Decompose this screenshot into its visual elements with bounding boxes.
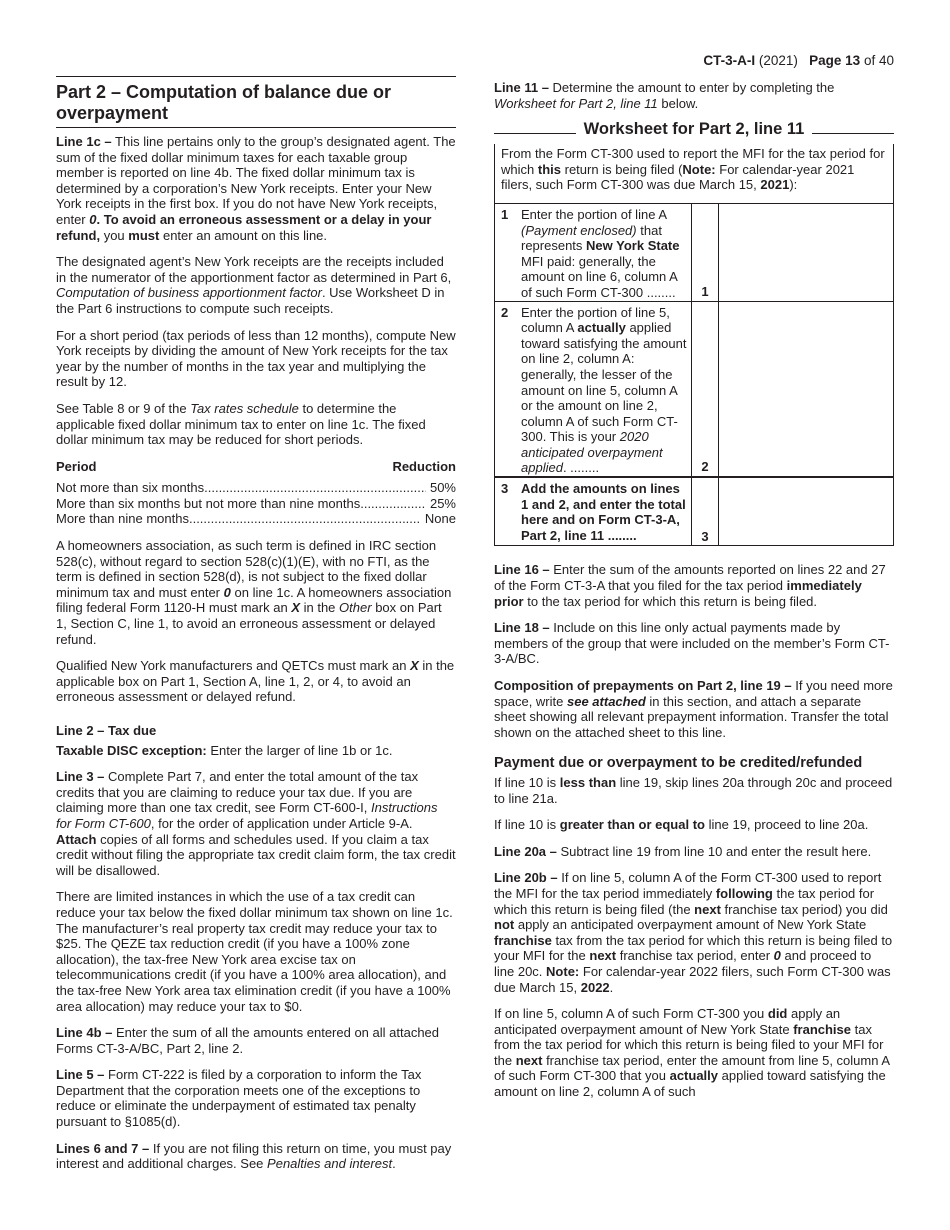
page-header	[703, 53, 894, 69]
bold-text: next	[515, 1052, 543, 1068]
text: return is being filed (	[564, 161, 683, 177]
italic-ref: Penalties and interest	[267, 1156, 393, 1172]
line-20b-label: Line 20b –	[494, 870, 558, 886]
bold-year: 2021	[760, 177, 790, 193]
text: applied toward satisfying the amount on line 2, column A: generally, the lesser of the amount on line 5, column A or the amount on line 2, column A of such Form CT-300. This is your	[521, 320, 687, 445]
text: box on Part 1, Section C, line 1, to avoid an erroneous assessment or delayed refund.	[56, 600, 442, 647]
italic-ref: Other	[339, 600, 372, 616]
text: line 19, skip lines 20a through 20c and proceed to line 21a.	[494, 774, 893, 806]
receipts-paragraph	[56, 254, 456, 316]
text: Subtract line 19 from line 10 and enter the result here.	[560, 843, 872, 859]
text: copies of all forms and schedules used. If you claim a tax credit without filing the appropriate tax credit claim form, the tax credit will be disallowed.	[56, 831, 456, 878]
text: A homeowners association, as such term is defined in IRC section 528(c), without regard to section 528(c)(1)(E), with no FTI, as the term is defined in section 528(d), is not subject to the fixed dollar minimum tax and must enter	[56, 538, 437, 600]
bold-attach: Attach	[56, 831, 97, 847]
table-ref-paragraph	[56, 401, 456, 448]
line-2-title: Line 2 – Tax due	[56, 723, 157, 738]
text: The designated agent’s New York receipts are the receipts included in the numerator of the apportionment factor as determined in Part 6,	[56, 254, 452, 285]
bold-text: next	[589, 948, 617, 964]
text: See Table 8 or 9 of the	[56, 400, 187, 416]
line-number-box: 3	[691, 478, 719, 545]
x-mark: X	[291, 600, 300, 616]
form-year: (2021)	[758, 53, 798, 68]
bold-text: actually	[577, 320, 626, 336]
row-description	[521, 204, 691, 301]
text: Enter the sum of all the amounts entered on all attached Forms CT-3-A/BC, Part 2, line 2.	[56, 1025, 440, 1056]
line-11-label: Line 11 –	[494, 80, 549, 95]
line-20a-label: Line 20a –	[494, 843, 557, 859]
left-column	[56, 76, 456, 1183]
italic-ref: Worksheet for Part 2, line 11	[494, 95, 658, 111]
line-number-box: 2	[691, 302, 719, 477]
homeowners-paragraph	[56, 538, 456, 647]
bold-text: did	[767, 1006, 788, 1022]
text: in the	[303, 600, 336, 616]
text: apply an anticipated overpayment amount of New York State	[517, 917, 867, 933]
text: For calendar-year 2021 filers, such Form CT-300 was due March 15,	[501, 161, 855, 193]
text: . .....	[563, 460, 599, 475]
period-cell: More than six months but not more than nine months	[56, 495, 361, 511]
text: If line 10 is	[494, 774, 557, 790]
text: .	[609, 979, 614, 995]
bold-text: this	[537, 161, 561, 177]
text: ):	[789, 177, 798, 193]
text: . Use Worksheet D in the Part 6 instructions to compute such receipts.	[56, 285, 445, 316]
row-number: 1	[501, 206, 509, 222]
text: tax from the tax period for which this return is being filed to your MFI for the	[494, 932, 893, 964]
text: to the tax period for which this return is being filed.	[527, 593, 818, 609]
amount-field-1[interactable]	[719, 204, 893, 301]
line-18-label: Line 18 –	[494, 620, 550, 636]
row-number: 2	[501, 304, 509, 320]
text: If you need more space, write	[494, 678, 893, 709]
bold-text: following	[715, 885, 773, 901]
line-5-paragraph	[56, 1067, 456, 1129]
text: line 19, proceed to line 20a.	[708, 817, 869, 833]
reduction-cell: 50%	[429, 480, 456, 496]
anticipated-overpayment-paragraph	[494, 1006, 894, 1100]
line-number-box: 1	[691, 204, 719, 301]
text: Enter the sum of the amounts reported on lines 22 and 27 of the Form CT-3-A that you filed for the tax period	[494, 562, 886, 594]
line-4b-paragraph	[56, 1025, 456, 1056]
text: Form CT-222 is filed by a corporation to inform the Tax Department that the corporation meets one of the exceptions to reduce or eliminate the underpayment of estimated tax penalty pursuant to §1085(d).	[56, 1067, 422, 1130]
line-20a-paragraph	[494, 844, 894, 860]
zero-mark: 0	[223, 584, 231, 600]
period-cell: More than nine months	[56, 511, 189, 527]
text: on line 1c. A homeowners association filing federal Form 1120-H must mark an	[56, 584, 452, 616]
bold-year: 2022	[580, 979, 610, 995]
right-column	[494, 80, 894, 1111]
reduction-cell: 25%	[429, 495, 456, 511]
worksheet-row-2	[495, 301, 893, 477]
bold-text: New York State	[586, 238, 680, 254]
bold-text: franchise	[793, 1021, 852, 1037]
text: Qualified New York manufacturers and QETCs must mark an	[56, 658, 407, 674]
line-16-paragraph	[494, 562, 894, 609]
text: Enter the portion of line 5, column A	[521, 304, 670, 336]
text: Enter the larger of line 1b or 1c.	[210, 742, 393, 758]
lines-6-7-paragraph	[56, 1141, 456, 1172]
reduction-table-header	[56, 459, 456, 475]
text: in the applicable box on Part 1, Section A, line 1, 2, or 4, to avoid an erroneous assessment or delayed refund.	[56, 658, 455, 705]
line-20b-paragraph	[494, 870, 894, 995]
line-11-paragraph	[494, 80, 894, 111]
part-title: Part 2 – Computation of balance due or overpayment	[56, 77, 456, 128]
text: , for the order of application under Article 9-A.	[150, 815, 413, 831]
text: franchise tax period) you did	[724, 901, 888, 917]
table-row	[56, 480, 456, 496]
bold-text: less than	[559, 774, 617, 790]
worksheet-title-text: Worksheet for Part 2, line 11	[576, 120, 813, 138]
page-total: of 40	[863, 53, 894, 68]
text: tax from the tax period for which this return is being filed to your MFI for the	[494, 1021, 884, 1068]
payment-greater-paragraph	[494, 817, 894, 833]
italic-ref: Instructions for Form CT-600	[56, 800, 438, 831]
text: If on line 5, column A of such Form CT-300 you	[494, 1006, 765, 1022]
lines-6-7-label: Lines 6 and 7 –	[56, 1140, 150, 1156]
text: If you are not filing this return on time, you must pay interest and additional charges. See	[56, 1140, 452, 1172]
text: in this section, and attach a separate sheet showing all relevant prepayment information. Transfer the total shown on the attached sheet to this line.	[494, 693, 889, 740]
payment-section-title: Payment due or overpayment to be credited/refunded	[494, 755, 863, 772]
bold-note: Note:	[682, 161, 716, 177]
worksheet-box	[494, 144, 894, 546]
text: enter an amount on this line.	[162, 227, 328, 243]
text: Enter the portion of line A	[521, 206, 667, 222]
text: you	[103, 227, 125, 243]
text: Determine the amount to enter by completing the	[552, 80, 835, 95]
italic-ref: Computation of business apportionment factor	[56, 285, 322, 301]
text: Complete Part 7, and enter the total amount of the tax credits that you are claiming to reduce your tax due. If you are claiming more than one tax credit, see Form CT-600-I,	[56, 769, 419, 816]
credit-limit-paragraph: There are limited instances in which the use of a tax credit can reduce your tax below the fixed dollar minimum tax shown on line 1c. The manufacturer’s real property tax credit may reduce your tax to $25. The QEZE tax reduction credit (if you have a 100% zone allocation), the tax-free New York area excise tax on telecommunications credit (if you have a 100% area allocation), and the tax-free New York area tax elimination credit (if you have a 100% area allocation) may reduce your tax to $0.	[56, 889, 453, 1014]
text: For calendar-year 2022 filers, such Form CT-300 was due March 15,	[494, 963, 891, 995]
table-row	[56, 511, 456, 527]
amount-field-3[interactable]	[719, 478, 893, 545]
reduction-table	[56, 480, 456, 527]
line-5-label: Line 5 –	[56, 1067, 105, 1083]
text: This line pertains only to the group’s designated agent. The sum of the fixed dollar minimum taxes for each taxable group member is reported on line 4b. The fixed dollar minimum tax is determined by a corporation’s New York receipts. Enter your New York receipts in the first box. If you do not have New York receipts, enter	[56, 134, 456, 227]
italic-ref: Tax rates schedule	[190, 400, 299, 416]
worksheet-title	[494, 122, 894, 144]
text: below.	[661, 95, 699, 111]
prepayments-label: Composition of prepayments on Part 2, line 19 –	[494, 678, 792, 693]
row-description	[521, 478, 691, 545]
col-period: Period	[56, 458, 97, 474]
italic-ref: (Payment enclosed)	[521, 222, 637, 238]
bold-text: Add the amounts on lines 1 and 2, and enter the total here and on Form CT-3-A, Part 2, line 11 .....	[521, 481, 686, 543]
disc-paragraph	[56, 743, 456, 759]
line-3-paragraph	[56, 769, 456, 878]
text: the tax period for which this return is being filed (the	[494, 885, 875, 917]
amount-field-2[interactable]	[719, 302, 893, 477]
text: MFI paid: generally, the amount on line 6, column A of such Form CT-300 .....	[521, 254, 677, 300]
table-row	[56, 496, 456, 512]
text: and proceed to line 20c.	[494, 948, 872, 979]
italic-ref: 2020 anticipated overpayment applied	[521, 429, 663, 476]
text: From the Form CT-300 used to report the MFI for the tax period for which	[501, 146, 885, 177]
worksheet-row-3	[495, 476, 893, 545]
page-number: Page 13	[809, 53, 861, 68]
period-cell: Not more than six months	[56, 480, 205, 496]
worksheet	[494, 122, 894, 546]
text: .	[392, 1156, 396, 1172]
zero-mark: 0	[89, 211, 97, 227]
line-3-label: Line 3 –	[56, 769, 105, 785]
line-4b-label: Line 4b –	[56, 1025, 113, 1041]
text: apply an anticipated overpayment amount of New York State	[494, 1006, 841, 1037]
bold-text: immediately prior	[494, 578, 862, 609]
bold-must: must	[128, 227, 160, 243]
text: If line 10 is	[494, 817, 557, 833]
row-number: 3	[501, 481, 509, 497]
reduction-cell: None	[424, 511, 456, 527]
disc-label: Taxable DISC exception:	[56, 742, 207, 758]
line-1c-paragraph	[56, 134, 456, 243]
line-1c-label: Line 1c –	[56, 134, 112, 149]
bold-warning: . To avoid an erroneous assessment or a delay in your refund,	[56, 211, 432, 243]
worksheet-intro	[495, 144, 893, 203]
text: franchise tax period, enter the amount from line 5, column A of such Form CT-300 that you	[494, 1052, 890, 1084]
payment-less-paragraph	[494, 775, 894, 806]
short-period-paragraph: For a short period (tax periods of less than 12 months), compute New York receipts by dividing the amount of New York receipts for the tax year by the number of months in the tax year and multiplying the result by 12.	[56, 327, 456, 390]
bold-text: greater than or equal to	[559, 817, 705, 833]
text: franchise tax period, enter	[619, 948, 771, 964]
bold-text: franchise	[494, 932, 552, 948]
prepayments-paragraph	[494, 678, 894, 740]
text: applied toward satisfying the amount on line 2, column A of such	[494, 1068, 886, 1100]
manufacturers-paragraph	[56, 658, 456, 705]
text: to determine the applicable fixed dollar minimum tax to enter on line 1c. The fixed dollar minimum tax may be reduced for short periods.	[56, 400, 426, 448]
bold-text: not	[494, 917, 515, 933]
bold-text: actually	[669, 1068, 719, 1084]
row-description	[521, 302, 691, 477]
zero-mark: 0	[773, 948, 781, 964]
line-16-label: Line 16 –	[494, 562, 550, 578]
worksheet-row-1	[495, 203, 893, 301]
line-18-paragraph	[494, 620, 894, 667]
text: If on line 5, column A of the Form CT-300 used to report the MFI for the tax period immediately	[494, 870, 882, 901]
text: Include on this line only actual payments made by members of the group that were included on the member’s Form CT-3-A/BC.	[494, 620, 890, 667]
text: that represents	[521, 222, 662, 254]
bold-italic-text: see attached	[567, 693, 646, 709]
col-reduction: Reduction	[392, 458, 456, 474]
bold-text: next	[694, 901, 721, 917]
x-mark: X	[410, 658, 419, 674]
bold-note: Note:	[546, 963, 580, 979]
form-id: CT-3-A-I	[703, 53, 756, 68]
